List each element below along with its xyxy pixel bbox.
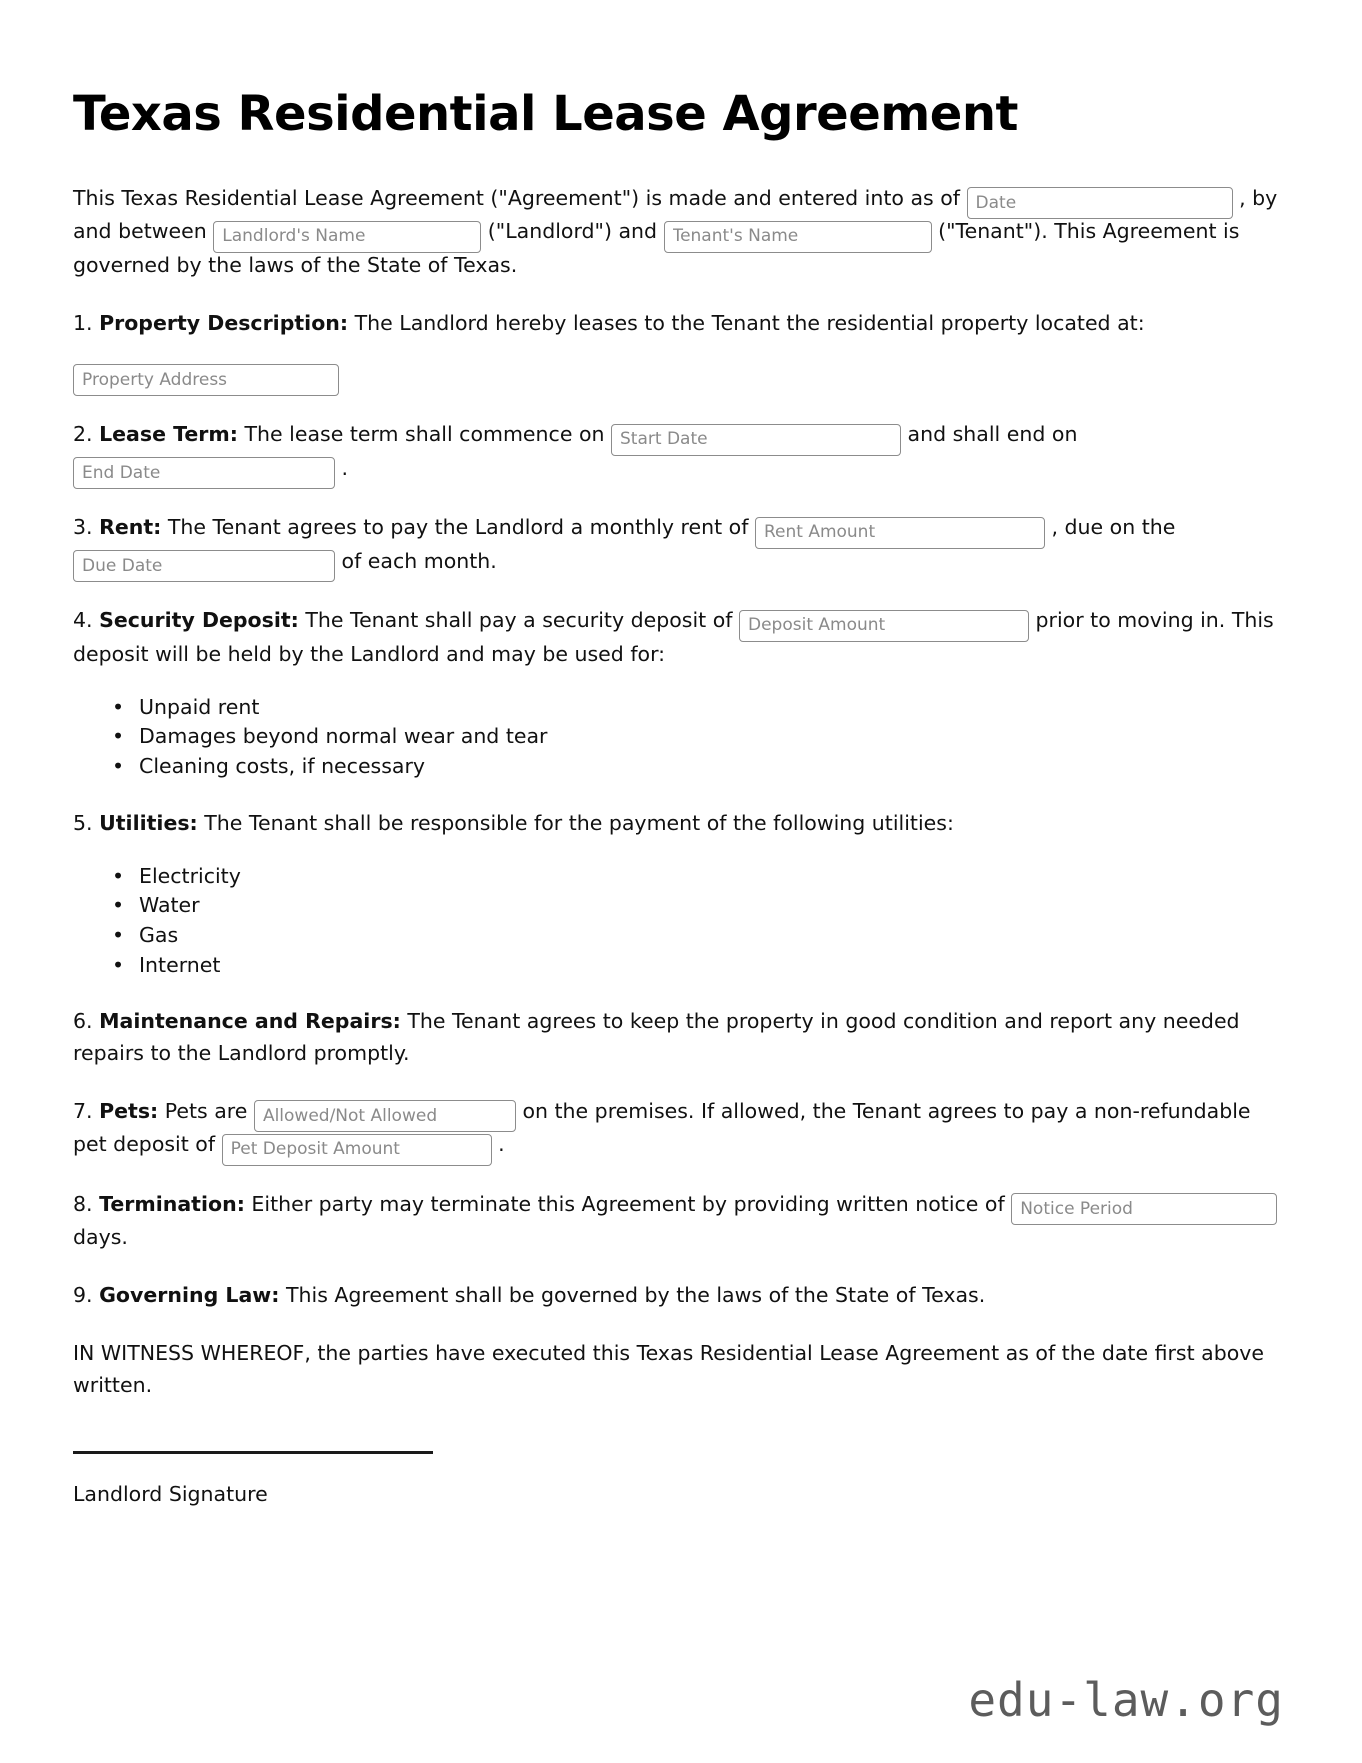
section-3-text-c: of each month. [341, 548, 497, 573]
section-9-heading: Governing Law: [99, 1283, 280, 1308]
section-3-text-a: The Tenant agrees to pay the Landlord a monthly rent of [167, 515, 749, 540]
section-7-text-b: on the premises. If allowed, the Tenant agrees to pay a non-refundable pet deposit of [73, 1098, 1251, 1157]
date-field[interactable] [967, 187, 1233, 219]
list-item: • Cleaning costs, if necessary [139, 752, 1287, 782]
section-1-text: The Landlord hereby leases to the Tenant the residential property located at: [354, 310, 1145, 335]
utilities-list [73, 862, 1287, 981]
pet-deposit-amount-field[interactable] [222, 1134, 492, 1166]
section-9-number: 9. [73, 1283, 93, 1308]
section-2-text-a: The lease term shall commence on [244, 422, 605, 447]
section-6-text: The Tenant agrees to keep the property in good condition and report any needed repairs to the Landlord promptly. [73, 1009, 1240, 1066]
section-7-pets [73, 1096, 1287, 1163]
section-8-number: 8. [73, 1191, 93, 1216]
intro-text-2: , by and between [73, 185, 1278, 244]
section-7-number: 7. [73, 1098, 93, 1123]
section-6-number: 6. [73, 1009, 93, 1034]
section-9-text: This Agreement shall be governed by the laws of the State of Texas. [285, 1283, 986, 1308]
landlord-name-field[interactable] [213, 221, 481, 253]
rent-amount-field[interactable] [755, 517, 1045, 549]
list-item: • Damages beyond normal wear and tear [139, 722, 1287, 752]
section-2-heading: Lease Term: [99, 422, 238, 447]
section-4-text-a: The Tenant shall pay a security deposit of [305, 608, 733, 633]
security-deposit-amount-field[interactable] [739, 610, 1029, 642]
security-deposit-uses-list [73, 693, 1287, 782]
section-5-number: 5. [73, 810, 93, 835]
section-2-number: 2. [73, 422, 93, 447]
section-7-text-c: . [498, 1132, 505, 1157]
section-1-property-description [73, 308, 1287, 340]
notice-period-field[interactable] [1011, 1193, 1277, 1225]
section-3-number: 3. [73, 515, 93, 540]
section-5-text: The Tenant shall be responsible for the payment of the following utilities: [204, 810, 954, 835]
section-2-lease-term [73, 419, 1287, 486]
property-address-field[interactable] [73, 364, 339, 396]
section-7-heading: Pets: [99, 1098, 159, 1123]
section-2-text-c: . [341, 455, 349, 480]
list-item: • Internet [139, 951, 1287, 981]
section-3-text-b: , due on the [1051, 515, 1176, 540]
witness-paragraph: IN WITNESS WHEREOF, the parties have executed this Texas Residential Lease Agreement as of the date first above written. [73, 1340, 1265, 1397]
rent-due-date-field[interactable] [73, 550, 335, 582]
section-8-termination [73, 1189, 1287, 1254]
section-4-text-b: prior to moving in. This deposit will be held by the Landlord and may be used for: [73, 608, 1274, 666]
intro-text-1: This Texas Residential Lease Agreement ("Agreement") is made and entered into as of [73, 185, 960, 210]
section-6-maintenance-and-repairs [73, 1006, 1287, 1070]
section-8-text-a: Either party may terminate this Agreement by providing written notice of [251, 1191, 1005, 1216]
pets-allowed-field[interactable] [254, 1100, 516, 1132]
section-4-number: 4. [73, 608, 93, 633]
list-item: • Water [139, 891, 1287, 921]
page-title: Texas Residential Lease Agreement [73, 86, 1018, 142]
section-3-heading: Rent: [99, 515, 162, 540]
lease-end-date-field[interactable] [73, 457, 335, 489]
section-1-heading: Property Description: [99, 310, 349, 335]
section-3-rent [73, 512, 1287, 579]
site-watermark: edu-law.org [968, 1673, 1284, 1727]
section-5-utilities [73, 808, 1287, 840]
section-6-heading: Maintenance and Repairs: [99, 1009, 401, 1034]
intro-text-4: ("Tenant"). This Agreement is governed by the laws of the State of Texas. [73, 219, 1240, 277]
list-item: • Unpaid rent [139, 693, 1287, 723]
signature-block [73, 1451, 1287, 1509]
landlord-signature-label: Landlord Signature [73, 1482, 268, 1507]
section-8-heading: Termination: [99, 1191, 245, 1216]
section-9-governing-law [73, 1280, 1287, 1312]
intro-text-3: ("Landlord") and [487, 219, 658, 244]
section-8-text-b: days. [73, 1225, 128, 1250]
section-7-text-a: Pets are [164, 1098, 248, 1123]
landlord-signature-line[interactable] [73, 1451, 433, 1454]
section-1-number: 1. [73, 310, 93, 335]
section-2-text-b: and shall end on [907, 422, 1078, 447]
intro-paragraph [73, 183, 1287, 282]
list-item: • Gas [139, 921, 1287, 951]
section-5-heading: Utilities: [99, 810, 198, 835]
tenant-name-field[interactable] [664, 221, 932, 253]
lease-start-date-field[interactable] [611, 424, 901, 456]
section-4-security-deposit [73, 605, 1287, 670]
list-item: • Electricity [139, 862, 1287, 892]
section-4-heading: Security Deposit: [99, 608, 299, 633]
